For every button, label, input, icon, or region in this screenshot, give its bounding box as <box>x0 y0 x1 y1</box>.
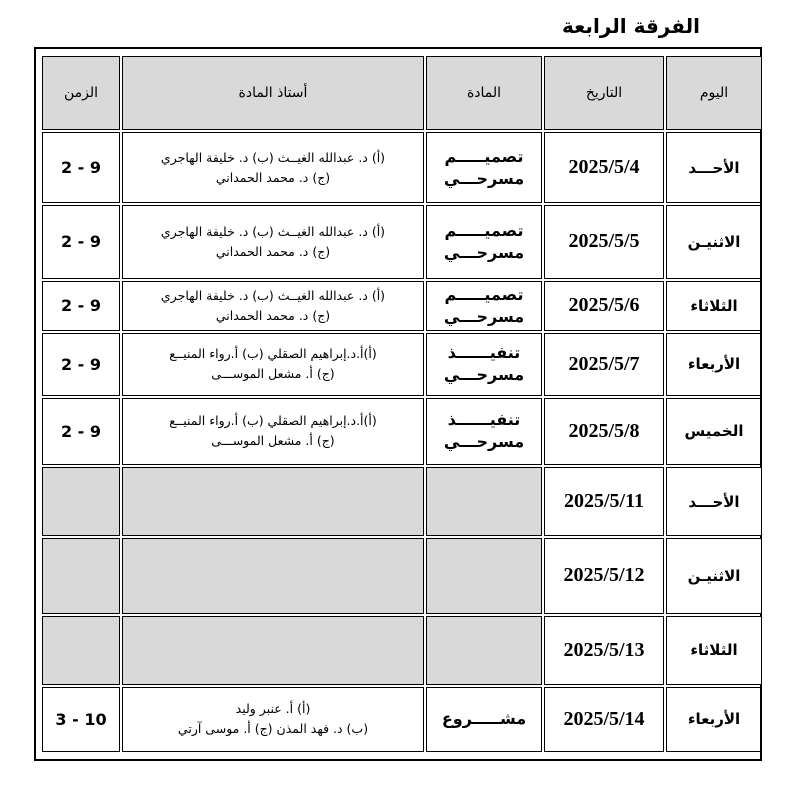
subject-line: مشـــــروع <box>441 709 527 729</box>
teacher-cell <box>122 205 424 278</box>
day-cell: الأحـــد <box>666 467 762 536</box>
teacher-cell <box>122 132 424 203</box>
teacher-cell <box>122 281 424 331</box>
time-cell: 9 - 2 <box>42 205 120 278</box>
subject-cell <box>426 132 542 203</box>
header-subject: المادة <box>426 56 542 130</box>
header-row <box>42 56 762 130</box>
header-time: الزمن <box>42 56 120 130</box>
teacher-line: (ب) د. فهد المذن (ج) أ. موسى آرتي <box>177 721 369 737</box>
table-row <box>42 538 762 614</box>
schedule-table <box>40 54 764 754</box>
teacher-line: (ج) أ. مشعل الموســـى <box>211 366 335 382</box>
subject-cell <box>426 398 542 465</box>
teacher-cell <box>122 467 424 536</box>
teacher-cell <box>122 538 424 614</box>
teacher-cell <box>122 398 424 465</box>
table-row <box>42 398 762 465</box>
teacher-line: (ج) د. محمد الحمداني <box>215 169 331 185</box>
day-cell: الأربعاء <box>666 687 762 752</box>
time-cell: 9 - 2 <box>42 281 120 331</box>
day-cell: الاثنيـن <box>666 538 762 614</box>
subject-line: مسرحـــي <box>443 168 525 188</box>
day-cell: الأربعاء <box>666 333 762 396</box>
table-row <box>42 687 762 752</box>
subject-cell <box>426 281 542 331</box>
time-cell <box>42 467 120 536</box>
date-cell: 2025/5/4 <box>544 132 664 203</box>
time-cell: 10 - 3 <box>42 687 120 752</box>
date-cell: 2025/5/12 <box>544 538 664 614</box>
subject-cell <box>426 538 542 614</box>
subject-cell <box>426 467 542 536</box>
teacher-line: (ج) د. محمد الحمداني <box>215 243 331 259</box>
subject-cell <box>426 333 542 396</box>
teacher-cell <box>122 687 424 752</box>
subject-line: تصميـــــم <box>444 284 524 304</box>
teacher-cell <box>122 333 424 396</box>
time-cell: 9 - 2 <box>42 333 120 396</box>
date-cell: 2025/5/7 <box>544 333 664 396</box>
day-cell: الثلاثاء <box>666 616 762 685</box>
table-row <box>42 333 762 396</box>
teacher-line: (أ)أ.د.إبراهيم الصقلي (ب) أ.رواء المنيــع <box>169 413 377 429</box>
header-date: التاريخ <box>544 56 664 130</box>
table-row <box>42 132 762 203</box>
date-cell: 2025/5/13 <box>544 616 664 685</box>
day-cell: الاثنيـن <box>666 205 762 278</box>
header-teacher: أستاذ المادة <box>122 56 424 130</box>
subject-line: تنفيــــــذ <box>447 343 521 363</box>
subject-line: مسرحـــي <box>443 306 525 326</box>
subject-cell <box>426 205 542 278</box>
subject-line: تصميـــــم <box>444 220 524 240</box>
teacher-line: (أ) د. عبدالله الغيــث (ب) د. خليفة الهاجري <box>160 287 386 303</box>
teacher-line: (أ)أ.د.إبراهيم الصقلي (ب) أ.رواء المنيــع <box>169 346 377 362</box>
header-day: اليوم <box>666 56 762 130</box>
time-cell <box>42 616 120 685</box>
teacher-line: (أ) د. عبدالله الغيــث (ب) د. خليفة الهاجري <box>160 223 386 239</box>
table-row <box>42 281 762 331</box>
subject-line: مسرحـــي <box>443 365 525 385</box>
page-title: الفرقة الرابعة <box>562 14 700 38</box>
date-cell: 2025/5/5 <box>544 205 664 278</box>
day-cell: الخميس <box>666 398 762 465</box>
table-row <box>42 205 762 278</box>
teacher-line: (أ) د. عبدالله الغيــث (ب) د. خليفة الهاجري <box>160 149 386 165</box>
time-cell: 9 - 2 <box>42 398 120 465</box>
subject-line: مسرحـــي <box>443 432 525 452</box>
date-cell: 2025/5/14 <box>544 687 664 752</box>
subject-line: تصميـــــم <box>444 146 524 166</box>
table-row <box>42 616 762 685</box>
schedule-frame <box>34 47 762 761</box>
day-cell: الثلاثاء <box>666 281 762 331</box>
day-cell: الأحـــد <box>666 132 762 203</box>
table-row <box>42 467 762 536</box>
date-cell: 2025/5/11 <box>544 467 664 536</box>
subject-line: مسرحـــي <box>443 242 525 262</box>
teacher-line: (أ) أ. عنبر وليد <box>235 701 311 717</box>
date-cell: 2025/5/8 <box>544 398 664 465</box>
time-cell: 9 - 2 <box>42 132 120 203</box>
subject-line: تنفيــــــذ <box>447 410 521 430</box>
teacher-cell <box>122 616 424 685</box>
teacher-line: (ج) د. محمد الحمداني <box>215 307 331 323</box>
teacher-line: (ج) أ. مشعل الموســـى <box>211 433 335 449</box>
time-cell <box>42 538 120 614</box>
subject-cell <box>426 616 542 685</box>
subject-cell <box>426 687 542 752</box>
date-cell: 2025/5/6 <box>544 281 664 331</box>
